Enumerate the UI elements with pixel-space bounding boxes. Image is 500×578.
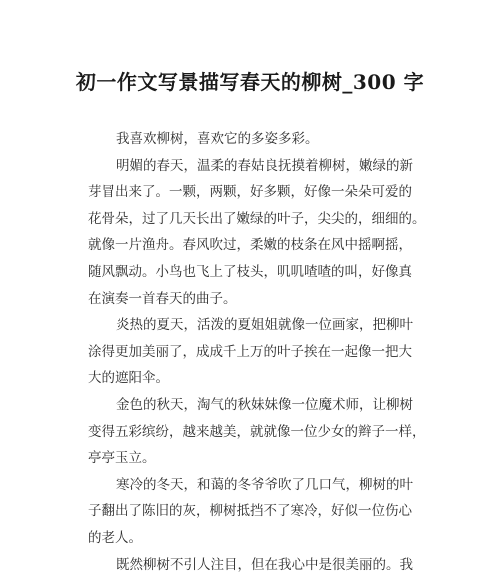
- text-line: 变得五彩缤纷，越来越美，就就像一位少女的辫子一样，: [88, 419, 428, 446]
- essay-body: [88, 126, 428, 578]
- text-line: 亭亭玉立。: [88, 445, 428, 472]
- document-title: 初一作文写景描写春天的柳树_300 字: [0, 66, 500, 95]
- text-line: 的老人。: [88, 525, 428, 552]
- text-line: 我喜欢柳树，喜欢它的多姿多彩。: [88, 126, 428, 153]
- text-line: 大的遮阳伞。: [88, 365, 428, 392]
- text-line: 明媚的春天，温柔的春姑良抚摸着柳树，嫩绿的新: [88, 153, 428, 180]
- text-line: 寒冷的冬天，和蔼的冬爷爷吹了几口气，柳树的叶: [88, 472, 428, 499]
- text-line: 子翻出了陈旧的灰，柳树抵挡不了寒冷，好似一位伤心: [88, 498, 428, 525]
- text-line: 随风飘动。小鸟也飞上了枝头，叽叽喳喳的叫，好像真: [88, 259, 428, 286]
- text-line: 炎热的夏天，活泼的夏姐姐就像一位画家，把柳叶: [88, 312, 428, 339]
- text-line: 就像一片渔舟。春风吹过，柔嫩的枝条在风中摇啊摇，: [88, 232, 428, 259]
- text-line: 金色的秋天，淘气的秋妹妹像一位魔术师，让柳树: [88, 392, 428, 419]
- text-line: 在演奏一首春天的曲子。: [88, 286, 428, 313]
- text-line: 既然柳树不引人注目，但在我心中是很美丽的。我: [88, 552, 428, 578]
- text-line: 涂得更加美丽了，成成千上万的叶子挨在一起像一把大: [88, 339, 428, 366]
- text-line: 芽冒出来了。一颗，两颗，好多颗，好像一朵朵可爱的: [88, 179, 428, 206]
- text-line: 花骨朵，过了几天长出了嫩绿的叶子，尖尖的，细细的。: [88, 206, 428, 233]
